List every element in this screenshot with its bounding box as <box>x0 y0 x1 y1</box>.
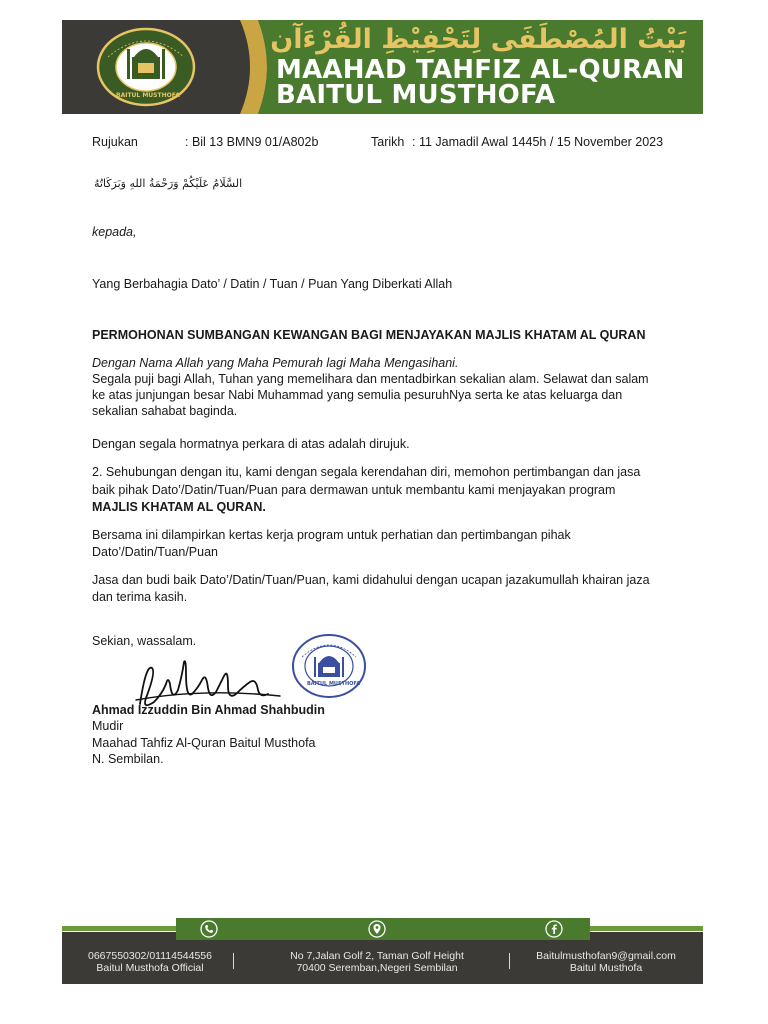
signatory-title: Mudir <box>92 719 124 733</box>
location-pin-icon <box>368 920 386 938</box>
phone-icon <box>200 920 218 938</box>
footer-divider <box>509 953 510 969</box>
footer-address-line2: 70400 Seremban,Negeri Sembilan <box>296 962 458 974</box>
footer-address-line1: No 7,Jalan Golf 2, Taman Golf Height <box>290 950 464 962</box>
date-value: : 11 Jamadil Awal 1445h / 15 November 2023 <box>412 135 664 149</box>
footer-email-name: Baitul Musthofa <box>569 962 643 974</box>
footer-email: Baitulmusthofan9@gmail.com <box>536 950 676 962</box>
reference-label: Rujukan <box>92 135 138 149</box>
paragraph-thanks: Jasa dan budi baik Dato’/Datin/Tuan/Puan, kami didahului dengan ucapan jazakumullah khairan jaza <box>92 573 650 587</box>
praise-line: Segala puji bagi Allah, Tuhan yang memelihara dan mentadbirkan sekalian alam. Selawat dan salam <box>92 372 649 386</box>
paragraph-request: baik pihak Dato’/Datin/Tuan/Puan para dermawan untuk membantu kami menjayakan program <box>92 483 616 497</box>
banner-title-line2: BAITUL MUSTHOFA <box>276 80 556 110</box>
footer-divider <box>233 953 234 969</box>
official-stamp <box>290 633 368 699</box>
reference-value: : Bil 13 BMN9 01/A802b <box>185 135 319 149</box>
paragraph-attachment: Bersama ini dilampirkan kertas kerja program untuk perhatian dan pertimbangan pihak <box>92 528 571 542</box>
subject-heading: PERMOHONAN SUMBANGAN KEWANGAN BAGI MENJAYAKAN MAJLIS KHATAM AL QURAN <box>92 328 646 342</box>
paragraph-thanks: dan terima kasih. <box>92 590 188 604</box>
letterhead-banner <box>62 20 703 114</box>
facebook-icon <box>545 920 563 938</box>
date-label: Tarikh <box>371 135 405 149</box>
praise-line: sekalian sahabat baginda. <box>92 404 238 418</box>
closing-line: Sekian, wassalam. <box>92 634 197 648</box>
program-name: MAJLIS KHATAM AL QURAN. <box>92 500 266 514</box>
paragraph-request: 2. Sehubungan dengan itu, kami dengan segala kerendahan diri, memohon pertimbangan dan jasa <box>92 465 641 479</box>
signatory-state: N. Sembilan. <box>92 752 164 766</box>
praise-line: ke atas junjungan besar Nabi Muhammad yang semulia pesuruhNya serta ke atas keluarga dan <box>92 388 623 402</box>
stamp-caption: BAITUL MUSTHOFA <box>307 681 361 687</box>
footer-official-name: Baitul Musthofa Official <box>96 962 204 974</box>
banner-title-line1: MAAHAD TAHFIZ AL-QURAN <box>276 55 685 85</box>
signatory-name: Ahmad Izzuddin Bin Ahmad Shahbudin <box>92 703 325 717</box>
opening-line: Dengan Nama Allah yang Maha Pemurah lagi Maha Mengasihani. <box>92 356 459 370</box>
recipient-line: Yang Berbahagia Dato’ / Datin / Tuan / Puan Yang Diberkati Allah <box>92 277 453 291</box>
banner-arabic-title: بَيْتُ المُصْطَفَى لِتَحْفِيْظِ القُرْءَآن <box>270 24 687 55</box>
logo-caption: BAITUL MUSTHOFA <box>116 92 180 99</box>
signatory-organisation: Maahad Tahfiz Al-Quran Baitul Musthofa <box>92 736 316 750</box>
footer-phone: 0667550302/01114544556 <box>88 950 212 962</box>
paragraph-attachment: Dato’/Datin/Tuan/Puan <box>92 545 219 559</box>
arabic-salam: السَّلَامُ عَلَيْكُمْ وَرَحْمَةُ اللهِ وَبَرَكَاتُهُ <box>94 177 243 190</box>
paragraph-reference: Dengan segala hormatnya perkara di atas adalah dirujuk. <box>92 437 410 451</box>
salutation-kepada: kepada, <box>92 225 137 239</box>
